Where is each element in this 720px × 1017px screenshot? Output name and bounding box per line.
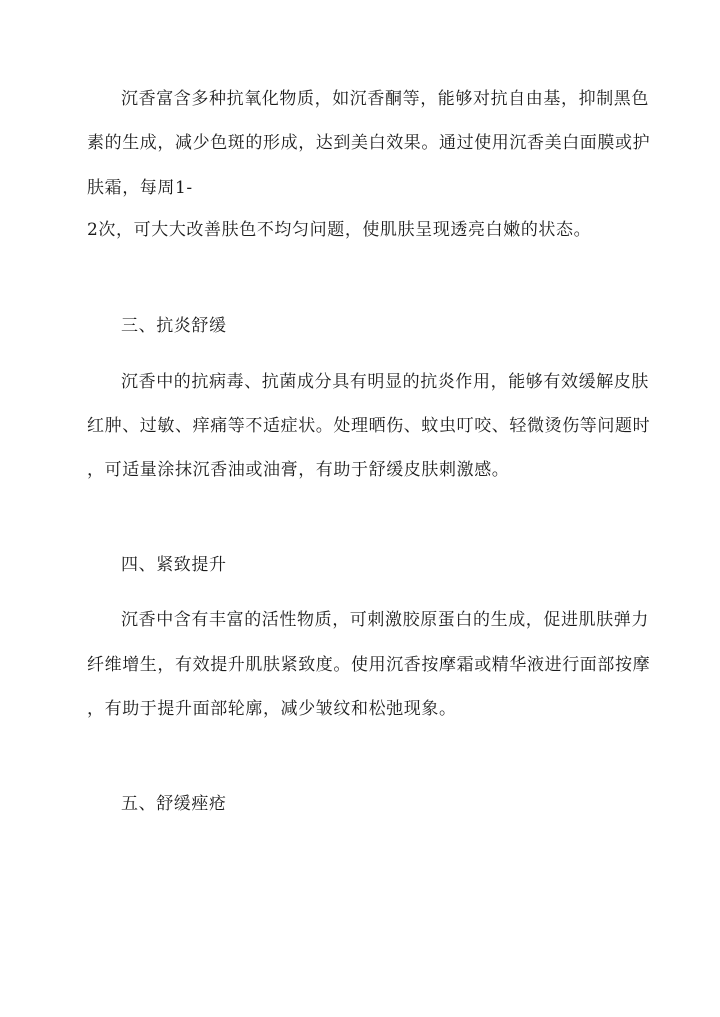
section-heading: 三、抗炎舒缓: [121, 316, 227, 336]
paragraph-line: ，可适量涂抹沉香油或油膏，有助于舒缓皮肤刺激感。: [87, 460, 510, 480]
paragraph-line: ，有助于提升面部轮廓，减少皱纹和松弛现象。: [87, 699, 457, 719]
paragraph-line: 沉香中含有丰富的活性物质，可刺激胶原蛋白的生成，促进肌肤弹力: [121, 610, 649, 630]
section-heading: 四、紧致提升: [121, 555, 227, 575]
paragraph-line: 2次，可大大改善肤色不均匀问题，使肌肤呈现透亮白嫩的状态。: [87, 220, 592, 240]
paragraph-line: 肤霜，每周1-: [87, 178, 193, 198]
section-heading: 五、舒缓痤疮: [121, 794, 227, 814]
paragraph-line: 素的生成，减少色斑的形成，达到美白效果。通过使用沉香美白面膜或护: [87, 133, 651, 153]
paragraph-line: 沉香中的抗病毒、抗菌成分具有明显的抗炎作用，能够有效缓解皮肤: [121, 372, 649, 392]
paragraph-line: 红肿、过敏、痒痛等不适症状。处理晒伤、蚊虫叮咬、轻微烫伤等问题时: [87, 416, 651, 436]
paragraph-line: 纤维增生，有效提升肌肤紧致度。使用沉香按摩霜或精华液进行面部按摩: [87, 655, 651, 675]
paragraph-line: 沉香富含多种抗氧化物质，如沉香酮等，能够对抗自由基，抑制黑色: [121, 89, 649, 109]
